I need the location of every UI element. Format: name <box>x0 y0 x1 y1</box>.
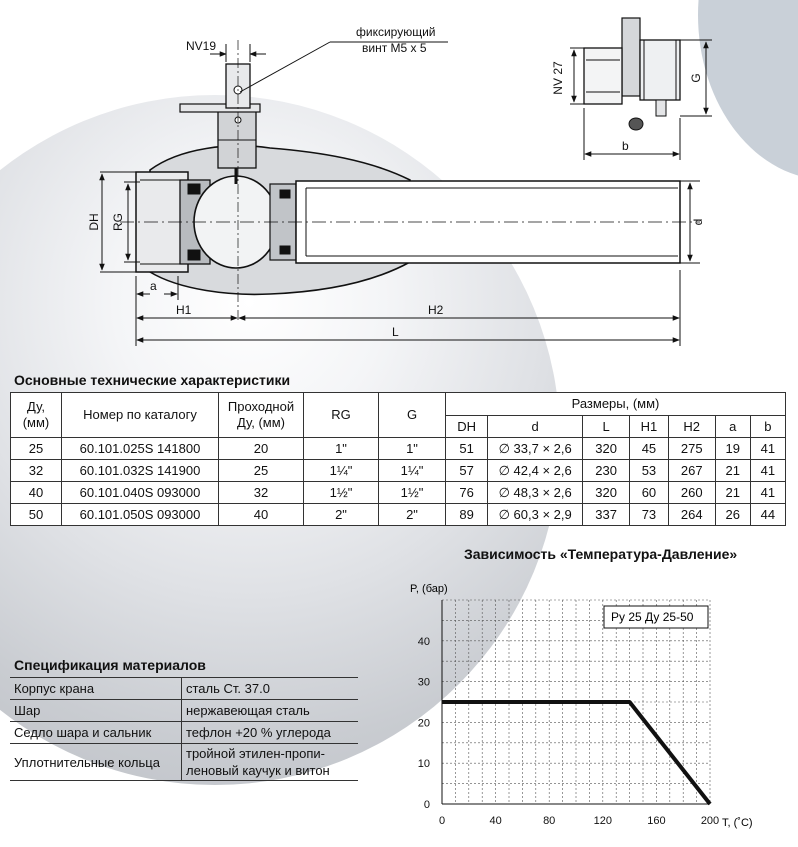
cell-g: 1½" <box>379 482 446 504</box>
cell-g: 1" <box>379 438 446 460</box>
label-h1: H1 <box>176 303 192 317</box>
cell-g: 1¼" <box>379 460 446 482</box>
material-value-line2: леновый каучук и витон <box>186 763 330 778</box>
material-value-line1: тройной этилен-пропи- <box>186 746 325 761</box>
chart-title: Зависимость «Температура-Давление» <box>464 546 738 562</box>
cell-b: 41 <box>750 438 785 460</box>
header-d: d <box>488 416 583 438</box>
material-value: сталь Ст. 37.0 <box>182 678 359 700</box>
chart-ticks <box>418 636 719 827</box>
label-b: b <box>622 139 629 153</box>
material-name: Уплотнительные кольца <box>10 744 182 781</box>
header-dh: DH <box>446 416 488 438</box>
cell-du: 25 <box>11 438 62 460</box>
cell-l: 230 <box>583 460 630 482</box>
header-rg: RG <box>304 393 379 438</box>
x-tick-label: 200 <box>700 815 720 827</box>
cell-du: 40 <box>11 482 62 504</box>
material-name: Седло шара и сальник <box>10 722 182 744</box>
cell-g: 2" <box>379 504 446 526</box>
material-value: тефлон +20 % углерода <box>182 722 359 744</box>
cell-dh: 89 <box>446 504 488 526</box>
label-dh: DH <box>87 213 101 231</box>
label-screw-line2: винт М5 х 5 <box>362 41 427 55</box>
material-name: Корпус крана <box>10 678 182 700</box>
y-tick-label: 10 <box>417 758 430 771</box>
main-table-title: Основные технические характеристики <box>14 372 291 388</box>
cell-rg: 2" <box>304 504 379 526</box>
cell-h1: 45 <box>630 438 669 460</box>
cell-b: 41 <box>750 482 785 504</box>
x-tick-label: 80 <box>543 815 556 827</box>
chart-ylabel: P, (бар) <box>410 583 448 595</box>
cell-bore: 25 <box>219 460 304 482</box>
label-g: G <box>689 73 703 83</box>
cell-catalog: 60.101.050S 093000 <box>62 504 219 526</box>
cell-h1: 53 <box>630 460 669 482</box>
header-l: L <box>583 416 630 438</box>
cell-dh: 51 <box>446 438 488 460</box>
y-tick-label: 30 <box>417 676 430 689</box>
header-sizes: Размеры, (мм) <box>446 393 786 416</box>
cell-rg: 1" <box>304 438 379 460</box>
label-a: a <box>150 279 157 293</box>
label-nv27: NV 27 <box>551 61 565 95</box>
cell-h2: 267 <box>668 460 715 482</box>
y-tick-label: 0 <box>423 799 430 811</box>
materials-title: Спецификация материалов <box>14 657 206 673</box>
cell-dh: 57 <box>446 460 488 482</box>
cell-d: ∅ 60,3 × 2,9 <box>488 504 583 526</box>
cell-du: 32 <box>11 460 62 482</box>
cell-h1: 73 <box>630 504 669 526</box>
label-rg: RG <box>111 213 125 231</box>
cell-h2: 260 <box>668 482 715 504</box>
label-nv19: NV19 <box>186 39 217 53</box>
y-tick-label: 20 <box>417 717 430 730</box>
header-bore: Проходной Ду, (мм) <box>219 393 304 438</box>
x-tick-label: 0 <box>438 815 446 827</box>
header-b: b <box>750 416 785 438</box>
cell-h1: 60 <box>630 482 669 504</box>
x-tick-label: 120 <box>593 815 612 827</box>
cell-l: 337 <box>583 504 630 526</box>
header-h1: H1 <box>630 416 669 438</box>
cell-du: 50 <box>11 504 62 526</box>
cell-catalog: 60.101.032S 141900 <box>62 460 219 482</box>
chart-legend: Ру 25 Ду 25-50 <box>611 610 694 624</box>
label-screw-line1: фиксирующий <box>356 25 436 39</box>
cell-dh: 76 <box>446 482 488 504</box>
cell-d: ∅ 42,4 × 2,6 <box>488 460 583 482</box>
cell-d: ∅ 48,3 × 2,6 <box>488 482 583 504</box>
cell-catalog: 60.101.025S 141800 <box>62 438 219 460</box>
header-a: a <box>715 416 750 438</box>
cell-a: 21 <box>715 482 750 504</box>
cell-catalog: 60.101.040S 093000 <box>62 482 219 504</box>
cell-bore: 40 <box>219 504 304 526</box>
label-h2: H2 <box>428 303 444 317</box>
cell-b: 41 <box>750 460 785 482</box>
chart-xlabel: T, (˚C) <box>722 817 753 829</box>
header-du: Ду, (мм) <box>11 393 62 438</box>
header-catalog: Номер по каталогу <box>62 393 219 438</box>
label-l: L <box>392 325 399 339</box>
cell-bore: 32 <box>219 482 304 504</box>
cell-l: 320 <box>583 438 630 460</box>
cell-a: 21 <box>715 460 750 482</box>
cell-b: 44 <box>750 504 785 526</box>
cell-h2: 275 <box>668 438 715 460</box>
cell-bore: 20 <box>219 438 304 460</box>
header-h2: H2 <box>668 416 715 438</box>
cell-l: 320 <box>583 482 630 504</box>
header-g: G <box>379 393 446 438</box>
x-tick-label: 160 <box>647 815 666 827</box>
cell-d: ∅ 33,7 × 2,6 <box>488 438 583 460</box>
y-tick-label: 40 <box>417 635 430 648</box>
cell-h2: 264 <box>668 504 715 526</box>
cell-rg: 1¼" <box>304 460 379 482</box>
cell-a: 26 <box>715 504 750 526</box>
cell-rg: 1½" <box>304 482 379 504</box>
cell-a: 19 <box>715 438 750 460</box>
label-d: d <box>691 218 705 226</box>
x-tick-label: 40 <box>489 815 502 827</box>
material-value: нержавеющая сталь <box>182 700 359 722</box>
material-name: Шар <box>10 700 182 722</box>
